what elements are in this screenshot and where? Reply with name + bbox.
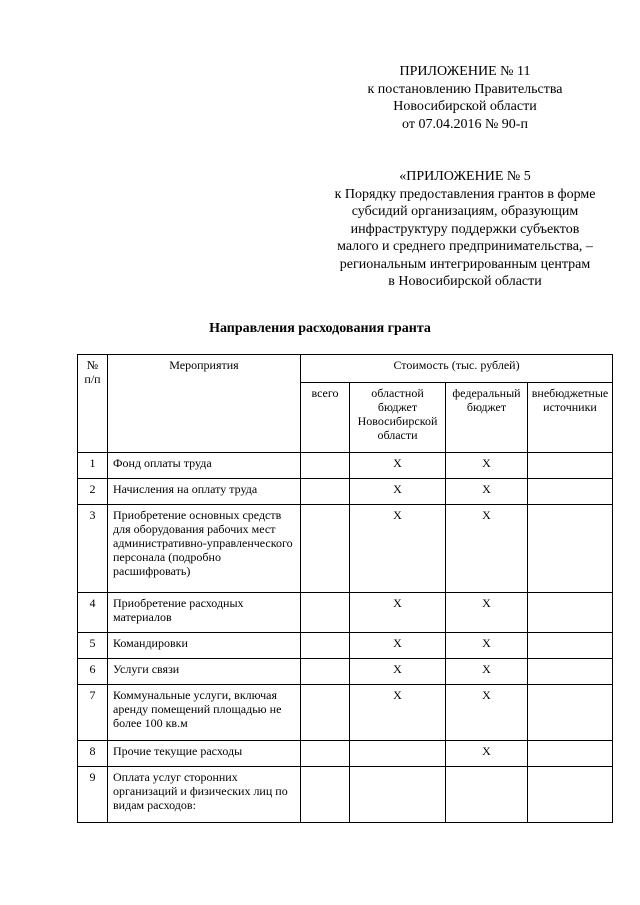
header-num: № п/п (78, 355, 108, 453)
row-total (301, 685, 350, 741)
row-num: 1 (78, 453, 108, 479)
appendix-header-line: к постановлению Правительства (367, 81, 563, 97)
row-total (301, 633, 350, 659)
header-extrabudgetary: внебюджетные источники (528, 383, 613, 453)
amended-appendix-header (300, 168, 630, 291)
row-num: 6 (78, 659, 108, 685)
row-num: 4 (78, 593, 108, 633)
row-extra (528, 685, 613, 741)
header-cost: Стоимость (тыс. рублей) (301, 355, 613, 383)
header-federal-budget: федеральный бюджет (446, 383, 528, 453)
row-regional: X (350, 685, 446, 741)
row-federal: X (446, 659, 528, 685)
row-regional: X (350, 505, 446, 593)
appendix-header-line: Новосибирской области (393, 99, 537, 114)
amended-appendix-line: инфраструктуру поддержки субъектов (350, 221, 580, 237)
row-num: 5 (78, 633, 108, 659)
amended-appendix-line: к Порядку предоставления грантов в форме (334, 186, 596, 202)
row-federal: X (446, 479, 528, 505)
amended-appendix-line: «ПРИЛОЖЕНИЕ № 5 (399, 169, 531, 184)
table-row (78, 479, 613, 505)
table-row (78, 633, 613, 659)
row-activity: Фонд оплаты труда (108, 453, 301, 479)
row-total (301, 453, 350, 479)
row-extra (528, 479, 613, 505)
row-regional: X (350, 633, 446, 659)
row-activity: Командировки (108, 633, 301, 659)
row-activity: Коммунальные услуги, включая аренду помещений площадью не более 100 кв.м (108, 685, 301, 741)
row-activity: Приобретение расходных материалов (108, 593, 301, 633)
table-row (78, 767, 613, 823)
amended-appendix-line: малого и среднего предпринимательства, – (337, 239, 593, 254)
appendix-header (300, 63, 630, 133)
row-federal: X (446, 633, 528, 659)
appendix-header-line: ПРИЛОЖЕНИЕ № 11 (399, 64, 531, 79)
row-total (301, 767, 350, 823)
row-extra (528, 505, 613, 593)
row-extra (528, 633, 613, 659)
appendix-header-line: от 07.04.2016 № 90-п (402, 116, 528, 132)
amended-appendix-line: в Новосибирской области (388, 274, 542, 289)
row-num: 3 (78, 505, 108, 593)
row-regional: X (350, 593, 446, 633)
table-row (78, 685, 613, 741)
row-extra (528, 593, 613, 633)
row-num: 7 (78, 685, 108, 741)
row-federal: X (446, 741, 528, 767)
row-extra (528, 659, 613, 685)
document-title: Направления расходования гранта (209, 321, 431, 336)
row-activity: Приобретение основных средств для оборудования рабочих мест административно-управленческого персонала (подробно расшифровать) (108, 505, 301, 593)
row-extra (528, 741, 613, 767)
row-total (301, 505, 350, 593)
row-num: 2 (78, 479, 108, 505)
table-header-row (78, 355, 613, 383)
row-regional (350, 767, 446, 823)
row-total (301, 741, 350, 767)
table-row (78, 593, 613, 633)
row-num: 9 (78, 767, 108, 823)
row-total (301, 659, 350, 685)
row-num: 8 (78, 741, 108, 767)
table-row (78, 453, 613, 479)
row-activity: Прочие текущие расходы (108, 741, 301, 767)
header-activity: Мероприятия (108, 355, 301, 453)
row-total (301, 593, 350, 633)
table-row (78, 505, 613, 593)
row-regional: X (350, 453, 446, 479)
row-extra (528, 453, 613, 479)
amended-appendix-line: региональным интегрированным центрам (339, 256, 591, 272)
row-regional (350, 741, 446, 767)
row-regional: X (350, 479, 446, 505)
row-federal: X (446, 593, 528, 633)
row-federal: X (446, 453, 528, 479)
amended-appendix-line: субсидий организациям, образующим (351, 204, 579, 219)
row-federal (446, 767, 528, 823)
row-total (301, 479, 350, 505)
row-federal: X (446, 685, 528, 741)
header-total: всего (301, 383, 350, 453)
row-activity: Начисления на оплату труда (108, 479, 301, 505)
row-regional: X (350, 659, 446, 685)
row-activity: Услуги связи (108, 659, 301, 685)
row-federal: X (446, 505, 528, 593)
table-row (78, 659, 613, 685)
header-regional-budget: областной бюджет Новосибирской области (350, 383, 446, 453)
row-activity: Оплата услуг сторонних организаций и физических лиц по видам расходов: (108, 767, 301, 823)
row-extra (528, 767, 613, 823)
table-row (78, 741, 613, 767)
grant-expenditure-table (77, 354, 613, 823)
